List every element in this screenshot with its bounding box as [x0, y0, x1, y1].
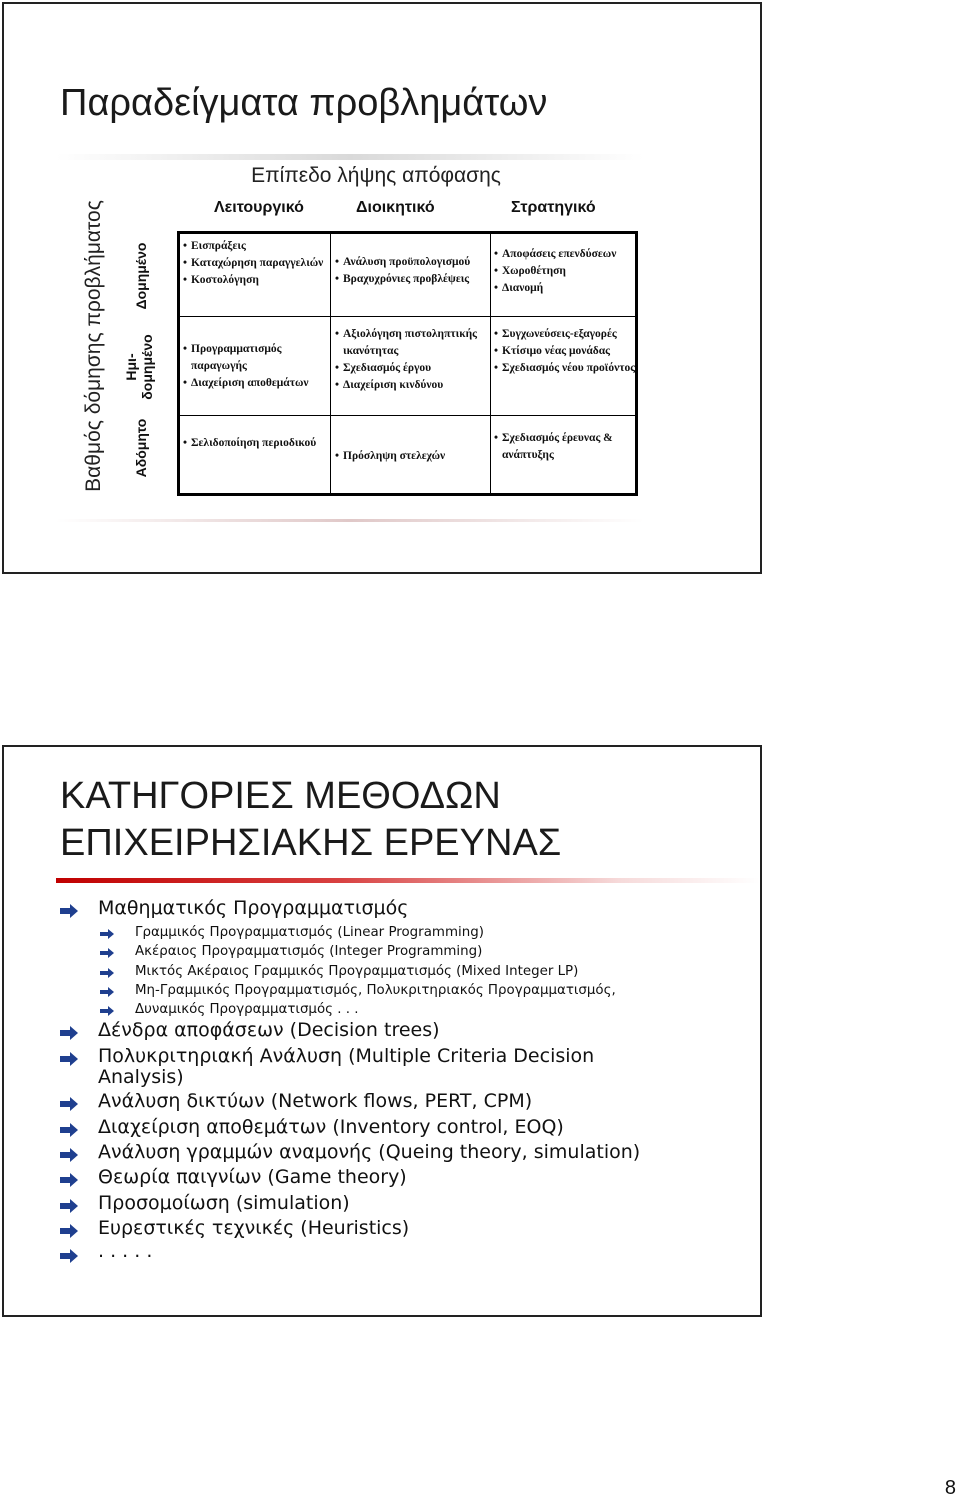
- figure-top-border: [56, 154, 644, 160]
- cell-semi-managerial: [335, 326, 485, 394]
- cell-unstructured-managerial: [335, 448, 485, 465]
- arrow-bullet-icon: [99, 928, 115, 940]
- slide-2: [2, 745, 762, 1317]
- column-head-managerial: Διοικητικό: [356, 199, 435, 216]
- figure-header: Επίπεδο λήψης απόφασης: [251, 164, 501, 187]
- list-item: • Σελιδοποίηση περιοδικού: [183, 437, 317, 449]
- grid-divider: [490, 234, 491, 493]
- cell-unstructured-strategic: [494, 430, 636, 464]
- figure-bottom-border: [56, 519, 644, 522]
- list-item: • Κοστολόγηση: [183, 274, 259, 286]
- bullet-network: Ανάλυση δικτύων (Network flows, PERT, CPM): [98, 1090, 533, 1112]
- column-head-operational: Λειτουργικό: [214, 199, 304, 216]
- bullet-mcda-line-1: Πολυκριτηριακή Ανάλυση (Multiple Criteria Decision: [98, 1045, 595, 1067]
- list-item: • Διαχείριση κινδύνου: [335, 379, 444, 391]
- arrow-bullet-icon: [99, 967, 115, 979]
- grid-divider: [180, 316, 635, 317]
- page-number: 8: [944, 1477, 956, 1499]
- sub-bullet-integer: Ακέραιος Προγραμματισμός (Integer Programming): [135, 944, 483, 959]
- arrow-bullet-icon: [58, 1096, 80, 1112]
- cell-structured-managerial: [335, 254, 487, 288]
- column-head-strategic: Στρατηγικό: [511, 199, 596, 216]
- list-item: • Κτίσιμο νέας μονάδας: [494, 345, 611, 357]
- title-line-1: ΚΑΤΗΓΟΡΙΕΣ ΜΕΘΟΔΩΝ: [60, 775, 501, 817]
- arrow-bullet-icon: [99, 986, 115, 998]
- bullet-simulation: Προσομοίωση (simulation): [98, 1192, 350, 1214]
- sub-bullet-linear: Γραμμικός Προγραμματισμός (Linear Programming): [135, 925, 484, 940]
- slide-title: [60, 773, 561, 867]
- row-head-semi-structured: Ημι- δομημένο: [123, 334, 155, 400]
- arrow-bullet-icon: [58, 1122, 80, 1138]
- list-item: • Βραχυχρόνιες προβλέψεις: [335, 273, 470, 285]
- bullet-decision-trees: Δένδρα αποφάσεων (Decision trees): [98, 1019, 440, 1041]
- list-item: • Χωροθέτηση: [494, 265, 566, 277]
- bullet-heuristics: Ευρεστικές τεχνικές (Heuristics): [98, 1217, 410, 1239]
- list-item: • Συγχωνεύσεις-εξαγορές: [494, 328, 617, 340]
- arrow-bullet-icon: [58, 903, 80, 919]
- bullet-game-theory: Θεωρία παιγνίων (Game theory): [98, 1166, 407, 1188]
- list-item: • Σχεδιασμός έργου: [335, 362, 432, 374]
- cell-structured-strategic: [494, 246, 636, 297]
- title-line-2: ΕΠΙΧΕΙΡΗΣΙΑΚΗΣ ΕΡΕΥΝΑΣ: [60, 822, 562, 864]
- title-underline: [56, 878, 760, 883]
- row-head-unstructured: Αδόμητο: [133, 418, 149, 478]
- decision-level-table-figure: [56, 154, 644, 522]
- cell-unstructured-operational: [183, 435, 325, 452]
- bullet-mcda-line-2: Analysis): [98, 1066, 184, 1088]
- bullet-queueing: Ανάλυση γραμμών αναμονής (Queing theory, simulation): [98, 1141, 641, 1163]
- list-item: • Ανάλυση προϋπολογισμού: [335, 256, 471, 268]
- arrow-bullet-icon: [99, 947, 115, 959]
- bullet-inventory: Διαχείριση αποθεμάτων (Inventory control, EOQ): [98, 1116, 564, 1138]
- sub-bullet-nonlinear-line-2: Δυναμικός Προγραμματισμός . . .: [135, 1002, 359, 1017]
- arrow-bullet-icon: [58, 1051, 80, 1067]
- slide-title: Παραδείγματα προβλημάτων: [60, 82, 548, 124]
- list-item: • Αξιολόγηση πιστοληπτικής ικανότητας: [335, 328, 478, 357]
- sub-bullet-nonlinear-line-1: Μη-Γραμμικός Προγραμματισμός, Πολυκριτηριακός Προγραμματισμός,: [135, 983, 616, 998]
- arrow-bullet-icon: [58, 1198, 80, 1214]
- sub-bullet-mixed-integer: Μικτός Ακέραιος Γραμμικός Προγραμματισμός (Mixed Integer LP): [135, 964, 579, 979]
- vertical-axis-label: Βαθμός δόμησης προβλήματος: [82, 200, 105, 492]
- cell-semi-operational: [183, 341, 325, 392]
- list-item: • Πρόσληψη στελεχών: [335, 450, 446, 462]
- slide-1: [2, 2, 762, 574]
- arrow-bullet-icon: [58, 1172, 80, 1188]
- cell-structured-operational: [183, 238, 325, 289]
- list-item: • Σχεδιασμός νέου προϊόντος: [494, 362, 636, 374]
- grid-divider: [180, 415, 635, 416]
- list-item: • Εισπράξεις: [183, 240, 246, 252]
- list-item: • Διανομή: [494, 282, 544, 294]
- list-item: • Αποφάσεις επενδύσεων: [494, 248, 617, 260]
- list-item: • Διαχείριση αποθεμάτων: [183, 377, 309, 389]
- list-item: • Καταχώρηση παραγγελιών: [183, 257, 324, 269]
- list-item: • Σχεδιασμός έρευνας & ανάπτυξης: [494, 432, 613, 461]
- list-item: • Προγραμματισμός παραγωγής: [183, 343, 282, 372]
- row-head-structured: Δομημένο: [133, 242, 149, 310]
- arrow-bullet-icon: [99, 1005, 115, 1017]
- arrow-bullet-icon: [58, 1025, 80, 1041]
- arrow-bullet-icon: [58, 1147, 80, 1163]
- decision-grid: [177, 231, 638, 496]
- arrow-bullet-icon: [58, 1248, 80, 1264]
- arrow-bullet-icon: [58, 1223, 80, 1239]
- bullet-math-programming: Μαθηματικός Προγραμματισμός: [98, 897, 409, 919]
- grid-divider: [330, 234, 331, 493]
- bullet-ellipsis: . . . . .: [98, 1240, 153, 1262]
- cell-semi-strategic: [494, 326, 636, 377]
